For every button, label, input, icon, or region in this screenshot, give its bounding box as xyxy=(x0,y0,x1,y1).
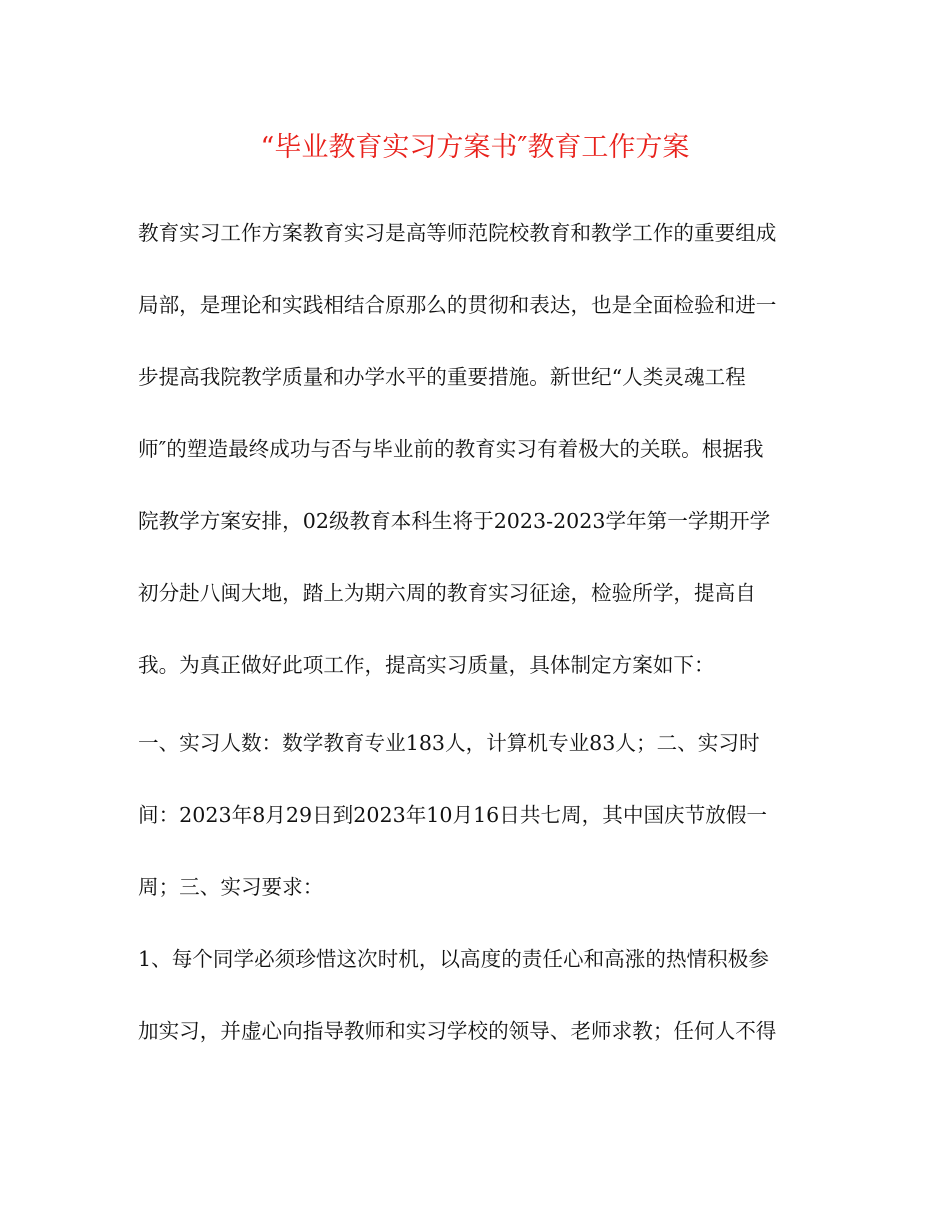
body-line: 教育实习工作方案教育实习是高等师范院校教育和教学工作的重要组成 xyxy=(138,221,777,245)
body-line: 师″的塑造最终成功与否与毕业前的教育实习有着极大的关联。根据我 xyxy=(138,437,764,461)
body-line: 步提高我院教学质量和办学水平的重要措施。新世纪“人类灵魂工程 xyxy=(138,365,746,389)
body-line: 院教学方案安排，02级教育本科生将于2023-2023学年第一学期开学 xyxy=(138,509,771,533)
body-line: 我。为真正做好此项工作，提高实习质量，具体制定方案如下： xyxy=(138,653,715,677)
body-line: 一、实习人数：数学教育专业183人，计算机专业83人；二、实习时 xyxy=(138,731,760,755)
body-line: 1、每个同学必须珍惜这次时机，以高度的责任心和高涨的热情积极参 xyxy=(138,947,769,971)
body-line: 局部，是理论和实践相结合原那么的贯彻和表达，也是全面检验和进一 xyxy=(138,293,777,317)
body-line: 周；三、实习要求： xyxy=(138,875,324,899)
body-line: 初分赴八闽大地，踏上为期六周的教育实习征途，检验所学，提高自 xyxy=(138,581,756,605)
body-line: 加实习，并虚心向指导教师和实习学校的领导、老师求教；任何人不得 xyxy=(138,1019,777,1043)
body-line: 间：2023年8月29日到2023年10月16日共七周，其中国庆节放假一 xyxy=(138,803,768,827)
document-title: “毕业教育实习方案书″教育工作方案 xyxy=(260,132,690,163)
